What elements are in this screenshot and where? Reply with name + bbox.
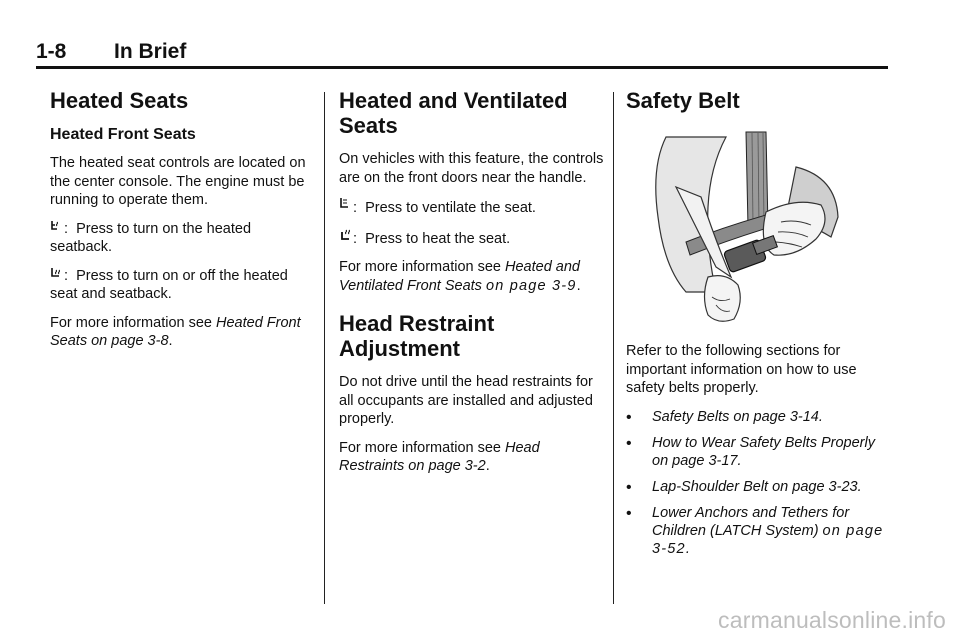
reference-link[interactable]: Lower Anchors and Tethers for Children (LATCH System) (652, 504, 850, 539)
page-number: 1-8 (36, 40, 67, 63)
heated-seat-icon (339, 228, 353, 249)
ventilate-item (339, 197, 605, 218)
column-heated-ventilated (339, 88, 605, 486)
heated-ventilated-heading: Heated and Ventilated Seats (339, 88, 568, 138)
bullet-icon: • (626, 434, 632, 452)
colon: : (64, 267, 77, 284)
ventilate-text: Press to ventilate the seat. (365, 200, 536, 216)
bullet-icon: • (626, 504, 632, 522)
heated-seats-more-info (50, 314, 308, 351)
heated-seats-heading: Heated Seats (50, 88, 189, 113)
safety-belt-heading: Safety Belt (626, 88, 740, 113)
heated-seats-intro: The heated seat controls are located on the center console. The engine must be running to operate them. (50, 155, 306, 208)
more-info-suffix: . (168, 333, 173, 349)
safety-belt-intro: Refer to the following sections for important information on how to use safety belts properly. (626, 343, 857, 396)
more-info-prefix: For more information see (50, 314, 217, 331)
colon: : (353, 230, 366, 247)
heated-seatback-text: Press to turn on the heated seatback. (50, 220, 252, 255)
heated-seat-text: Press to turn on or off the heated seat and seatback. (50, 267, 288, 302)
safety-belt-reference-list (626, 408, 894, 558)
list-item[interactable] (626, 434, 894, 470)
column-safety-belt (626, 88, 894, 566)
more-info-prefix: For more information see (339, 259, 506, 275)
heated-seatback-icon (50, 220, 64, 239)
reference-link-page[interactable]: on page 3-52 (652, 522, 884, 557)
heated-ventilated-link-a[interactable]: Heated and Ventilated Front Seats (339, 259, 580, 294)
more-info-prefix: For more information see (339, 439, 506, 456)
section-title: In Brief (114, 40, 187, 63)
heat-text: Press to heat the seat. (365, 230, 511, 247)
heat-item (339, 228, 605, 249)
reference-link[interactable]: Lap-Shoulder Belt on page 3-23. (652, 478, 862, 495)
column-divider-2 (613, 92, 614, 604)
head-restraint-more-info (339, 439, 605, 476)
column-divider-1 (324, 92, 325, 604)
ventilated-seat-icon (339, 197, 353, 218)
column-heated-seats (50, 88, 308, 361)
head-restraint-heading: Head Restraint Adjustment (339, 311, 495, 361)
list-item[interactable] (626, 504, 894, 558)
safety-belt-illustration (646, 127, 841, 327)
heated-ventilated-more-info (339, 258, 605, 295)
heated-seat-icon (50, 267, 64, 286)
head-restraint-body: Do not drive until the head restraints for all occupants are installed and adjusted properly. (339, 374, 593, 427)
colon: : (64, 220, 77, 237)
heated-front-seats-link[interactable]: Heated Front Seats on page 3-8 (50, 314, 301, 349)
reference-link[interactable]: How to Wear Safety Belts Properly on page 3-17. (652, 434, 875, 469)
heated-front-seats-subheading: Heated Front Seats (50, 126, 196, 143)
list-item[interactable] (626, 478, 894, 496)
list-item[interactable] (626, 408, 894, 426)
reference-link[interactable]: Safety Belts on page 3-14. (652, 408, 823, 425)
bullet-icon: • (626, 478, 632, 496)
heated-seat-item (50, 267, 308, 304)
head-restraints-link[interactable]: Head Restraints on page 3-2 (339, 439, 540, 474)
heated-ventilated-link-b[interactable]: on page 3-9 (485, 277, 577, 294)
heated-seatback-item (50, 220, 308, 257)
more-info-suffix: . (576, 277, 581, 294)
watermark: carmanualsonline.info (718, 607, 946, 633)
heated-ventilated-intro: On vehicles with this feature, the controls are on the front doors near the handle. (339, 151, 604, 186)
reference-suffix: . (685, 540, 690, 557)
colon: : (353, 200, 366, 216)
page-header (36, 38, 888, 69)
bullet-icon: • (626, 408, 632, 426)
more-info-suffix: . (485, 458, 490, 474)
